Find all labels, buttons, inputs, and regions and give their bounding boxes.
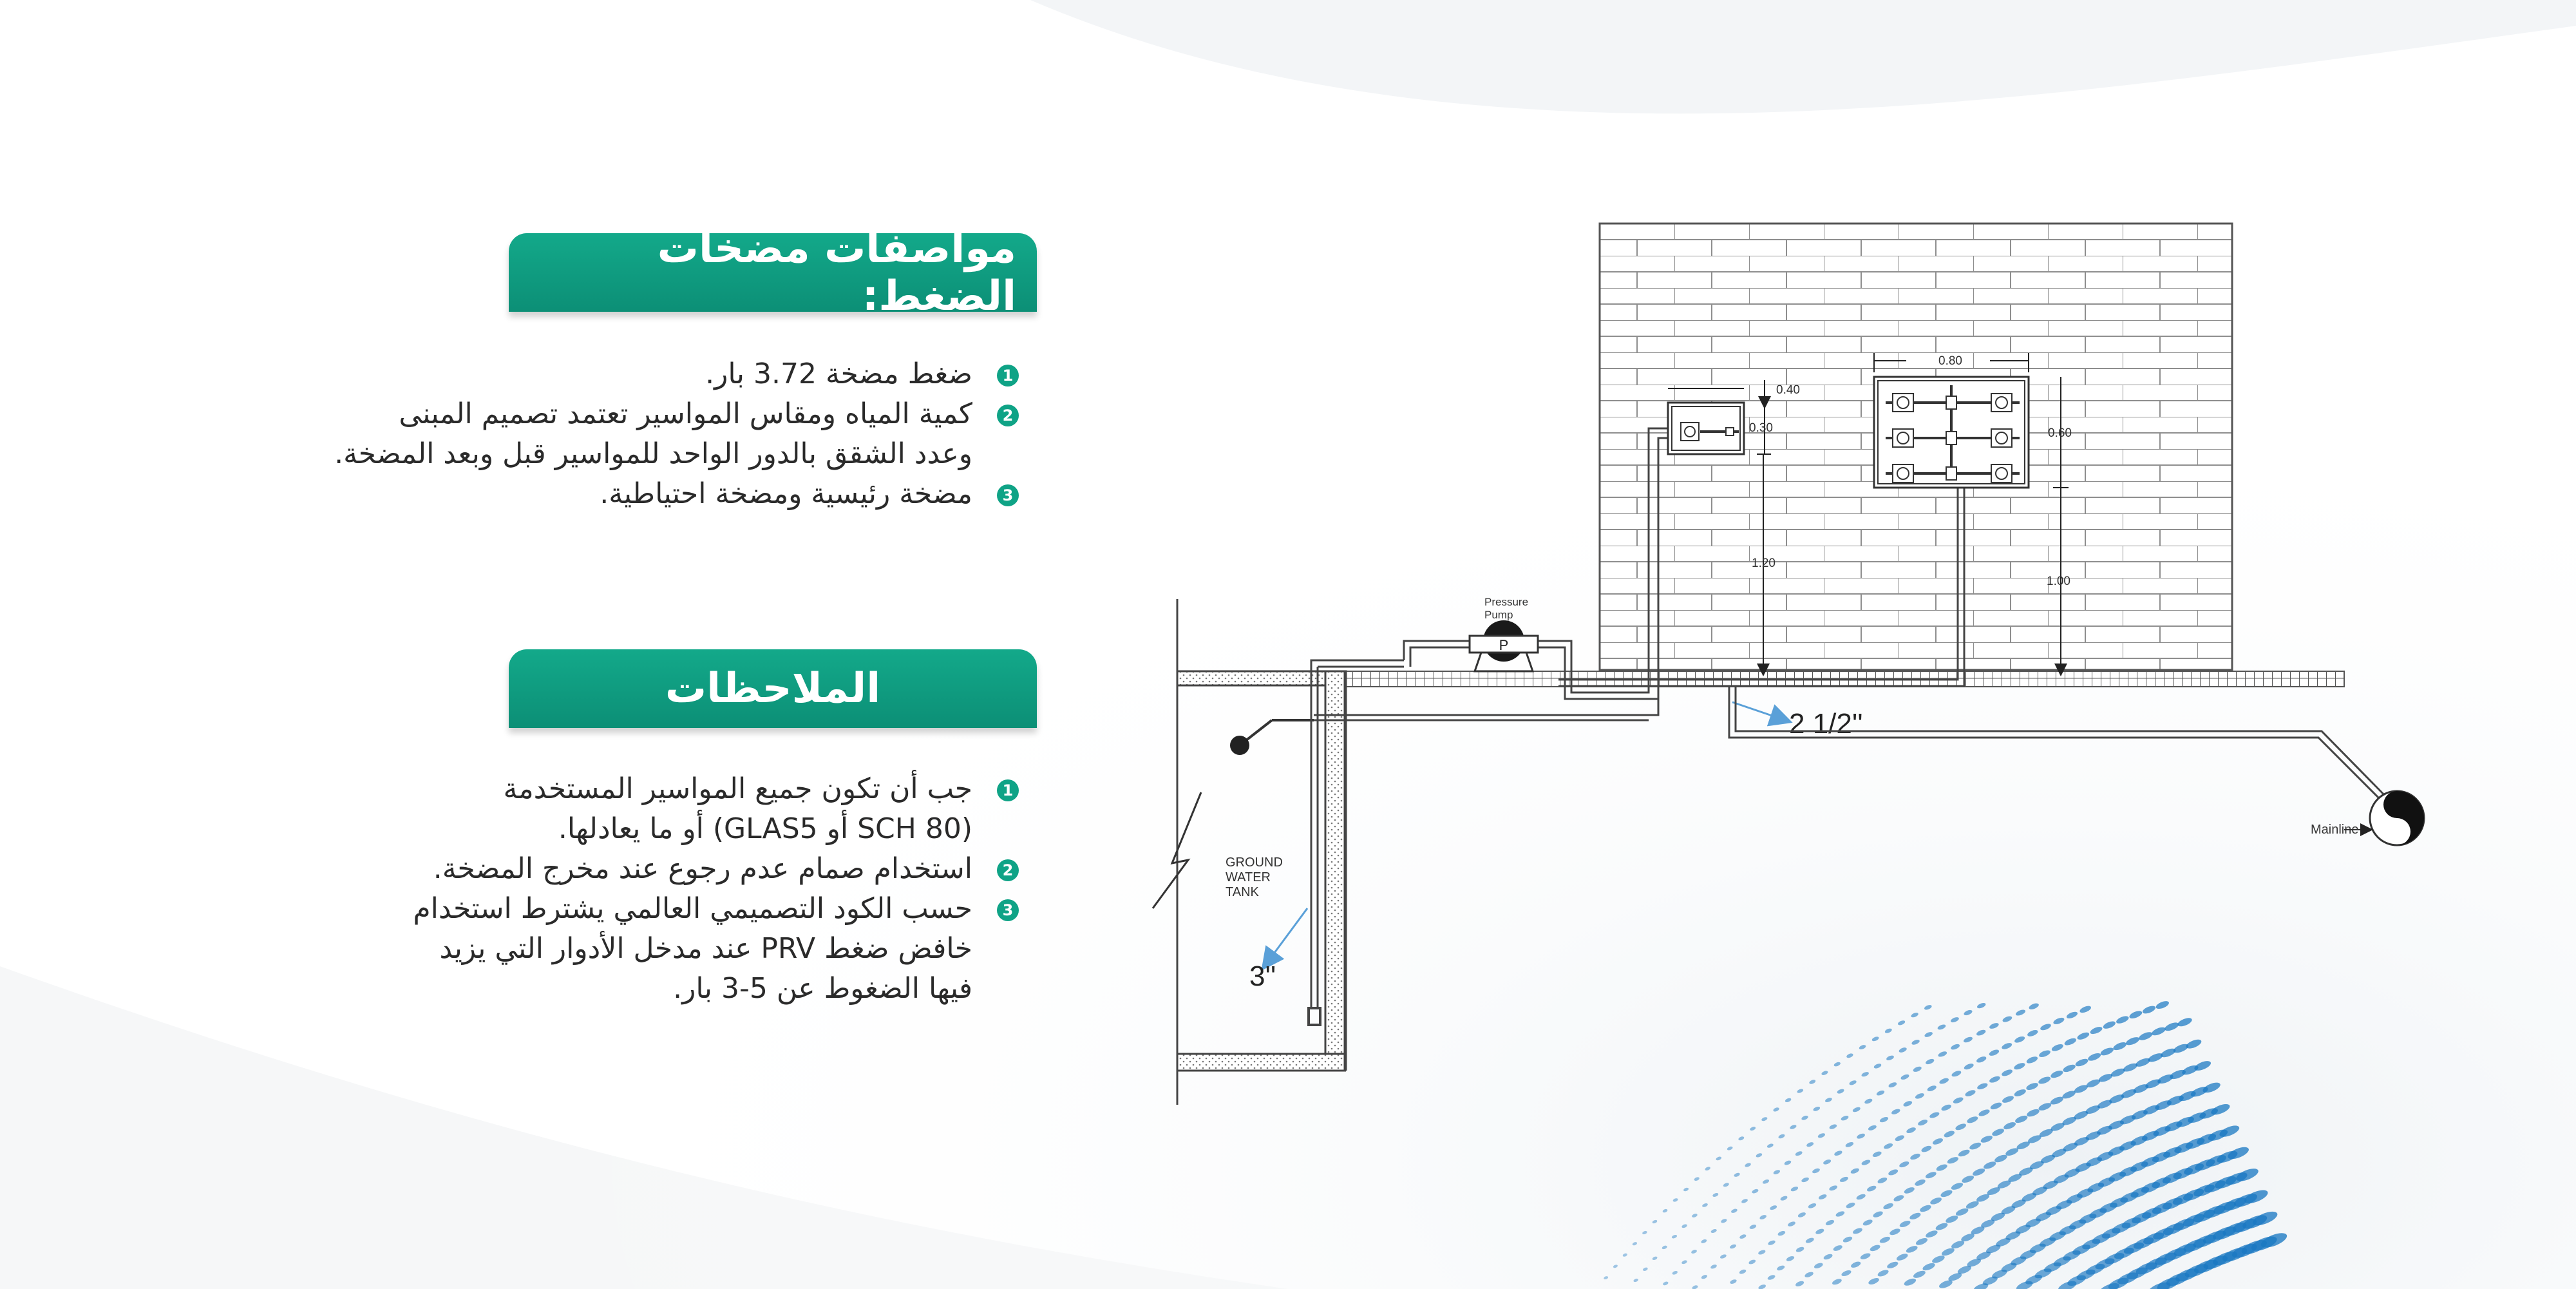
small-valve-box (1668, 403, 1744, 454)
dim-label-080: 0.80 (1938, 354, 1962, 368)
dim-label-100: 1.00 (2047, 575, 2070, 588)
tank-label-1: GROUND (1226, 855, 1283, 870)
dim-label-120: 1.20 (1752, 557, 1776, 570)
number-badge: 3 (997, 899, 1019, 921)
specs-item-text: كمية المياه ومقاس المواسير تعتمد تصميم المبنى وعدد الشقق بالدور الواحد للمواسير قبل وبعد المضخة. (334, 397, 972, 470)
pump-letter: P (1499, 637, 1509, 653)
mainline-label: Mainline (2311, 823, 2359, 837)
number-badge: 3 (997, 484, 1019, 506)
notes-item-text: استخدام صمام عدم رجوع عند مخرج المضخة. (433, 852, 972, 885)
dim-label-040: 0.40 (1776, 383, 1800, 397)
dim-label-030: 0.30 (1749, 421, 1773, 435)
pipe-leader-3 (1264, 908, 1307, 968)
notes-item-text: جب أن تكون جميع المواسير المستخدمة (SCH 80 أو GLAS5) أو ما يعادلها. (503, 772, 972, 845)
mainline-pipe (1729, 686, 2392, 808)
pipe-leader-2-5 (1732, 702, 1789, 721)
specs-item-text: ضغط مضخة 3.72 بار. (705, 358, 972, 390)
tank-label-2: WATER (1226, 870, 1271, 884)
pipe-size-2-5: 2 1/2'' (1789, 708, 1863, 740)
ground-water-tank (1177, 599, 1346, 1105)
pump-label-2: Pump (1484, 609, 1513, 621)
number-badge: 2 (997, 859, 1019, 881)
notes-item-text: حسب الكود التصميمي العالمي يشترط استخدام خافض ضغط PRV عند مدخل الأدوار التي يزيد فيها الضغوط عن 5-3 بار. (413, 892, 972, 1005)
specs-item-text: مضخة رئيسية ومضخة احتياطية. (600, 477, 972, 510)
pump-label-1: Pressure (1484, 596, 1529, 608)
pipe-size-3: 3'' (1249, 960, 1276, 992)
manifold-tee (1946, 432, 1956, 444)
meter-manifold-box (1874, 377, 2029, 488)
pressure-pump (1404, 596, 1571, 671)
dim-label-060: 0.60 (2048, 426, 2072, 440)
float-valve (1230, 720, 1314, 755)
manifold-tee (1946, 396, 1956, 409)
tank-label-3: TANK (1226, 885, 1259, 899)
notes-heading-text: الملاحظات (665, 665, 881, 712)
number-badge: 1 (997, 779, 1019, 801)
mainline-symbol (2370, 791, 2424, 845)
number-badge: 2 (997, 405, 1019, 426)
number-badge: 1 (997, 365, 1019, 387)
manifold-tee (1946, 467, 1956, 480)
specs-heading-text: مواصفات مضخات الضغط: (657, 225, 1016, 320)
